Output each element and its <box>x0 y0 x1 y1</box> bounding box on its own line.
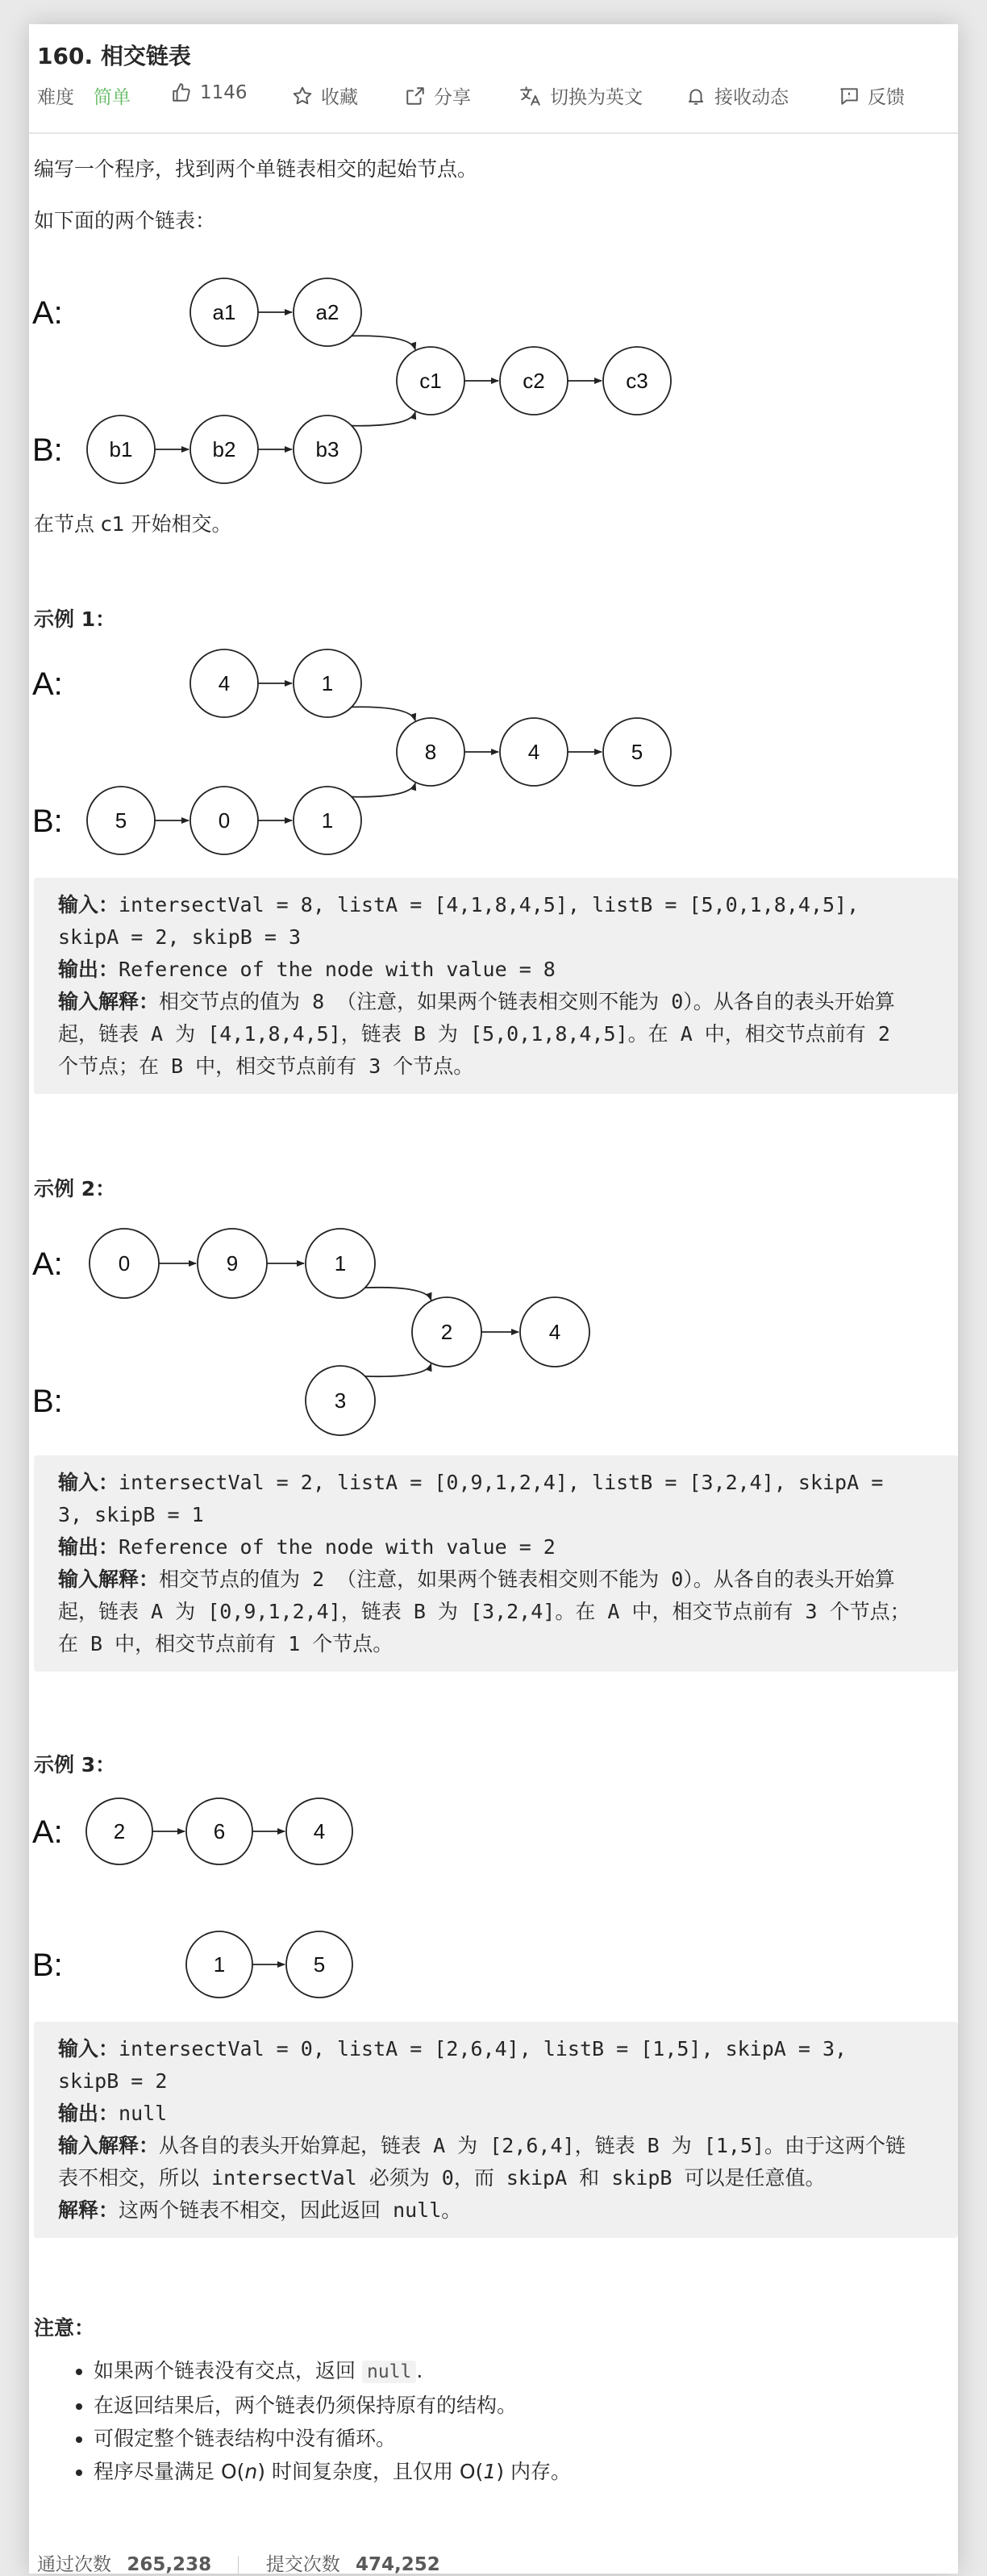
list-a-node-label: 4 <box>313 1819 326 1843</box>
list-b-label: B: <box>32 1384 63 1419</box>
favorite-button[interactable] <box>292 82 358 109</box>
difficulty <box>37 82 131 109</box>
bell-icon <box>685 86 706 106</box>
link-arrow <box>365 1288 431 1301</box>
common-node-label: 2 <box>440 1320 453 1344</box>
switch-language-button[interactable] <box>519 82 643 109</box>
input-value-cont: skipB = 2 <box>58 2069 168 2093</box>
input-label: 输入： <box>58 1471 119 1494</box>
common-node-label: 5 <box>631 740 643 764</box>
share-icon <box>405 86 426 106</box>
translate-icon <box>519 86 542 106</box>
switch-language-label: 切换为英文 <box>550 87 643 108</box>
subscribe-button[interactable] <box>685 82 789 109</box>
like-button[interactable] <box>171 82 248 103</box>
input-label: 输入： <box>58 2037 119 2060</box>
description-after: 在节点 c1 开始相交。 <box>34 512 232 536</box>
list-a-node-label: a2 <box>315 300 339 324</box>
list-a-node-label: 0 <box>118 1251 131 1275</box>
explain-text: 相交节点的值为 2 （注意，如果两个链表相交则不能为 0）。从各自的表头开始算 <box>159 1568 895 1591</box>
list-b-node-label: 5 <box>115 808 127 833</box>
list-a-node-label: 9 <box>226 1251 239 1275</box>
example-1-heading: 示例 1： <box>34 607 116 631</box>
feedback-icon <box>839 86 860 106</box>
difficulty-badge: 简单 <box>94 87 131 108</box>
intersection-diagram-main <box>29 247 723 497</box>
list-a-node-label: 1 <box>321 671 334 695</box>
intersection-diagram-example-3 <box>29 1775 723 2017</box>
example-2-heading: 示例 2： <box>34 1177 116 1200</box>
input-value: intersectVal = 2, listA = [0,9,1,2,4], listB = [3,2,4], skipA = <box>119 1471 884 1494</box>
explain-text: 相交节点的值为 8 （注意，如果两个链表相交则不能为 0）。从各自的表头开始算 <box>159 990 895 1013</box>
list-b-node-label: 0 <box>218 808 231 833</box>
list-b-label: B: <box>32 804 63 839</box>
explain-text: 从各自的表头开始算起，链表 A 为 [2,6,4]，链表 B 为 [1,5]。由于这两个链 <box>159 2134 906 2157</box>
list-b-node-label: 5 <box>313 1952 326 1977</box>
link-arrow <box>352 336 415 349</box>
output-value: null <box>119 2102 168 2125</box>
input-value: intersectVal = 8, listA = [4,1,8,4,5], listB = [5,0,1,8,4,5], <box>119 893 860 916</box>
difficulty-label: 难度 <box>37 87 74 108</box>
like-count: 1146 <box>200 82 248 103</box>
notes-heading: 注意： <box>34 2316 95 2340</box>
output-label: 输出： <box>58 2102 119 2125</box>
explain-text-cont: 起，链表 A 为 [4,1,8,4,5]，链表 B 为 [5,0,1,8,4,5]。在 A 中，相交节点前有 2 <box>58 1022 890 1046</box>
example-3-block <box>34 2022 958 2238</box>
explain-label: 输入解释： <box>58 990 160 1013</box>
list-a-node-label: 2 <box>113 1819 126 1843</box>
list-a-node-label: a1 <box>212 300 236 324</box>
explain-text-cont: 起，链表 A 为 [0,9,1,2,4]，链表 B 为 [3,2,4]。在 A 中，相交节点前有 3 个节点； <box>58 1600 910 1623</box>
list-a-label: A: <box>32 1246 63 1282</box>
extra-explain-text: 这两个链表不相交，因此返回 null。 <box>119 2198 462 2222</box>
explain-text-cont: 在 B 中，相交节点前有 1 个节点。 <box>58 1632 394 1655</box>
common-node-label: c2 <box>523 369 545 393</box>
list-a-label: A: <box>32 666 63 702</box>
list-b-node-label: 3 <box>334 1388 347 1413</box>
list-b-node-label: 1 <box>213 1952 226 1977</box>
description-intro: 编写一个程序，找到两个单链表相交的起始节点。 <box>34 157 478 181</box>
list-b-label: B: <box>32 1948 63 1983</box>
submitted-label: 提交次数 <box>265 2554 340 2575</box>
list-item: • 在返回结果后，两个链表仍须保持原有的结构。 <box>94 2389 571 2422</box>
list-item: • 可假定整个链表结构中没有循环。 <box>94 2422 571 2455</box>
feedback-label: 反馈 <box>868 87 905 108</box>
example-3-heading: 示例 3： <box>34 1753 116 1776</box>
share-button[interactable] <box>405 82 471 109</box>
list-a-label: A: <box>32 295 63 331</box>
common-node-label: c3 <box>626 369 648 393</box>
intersection-diagram-example-1 <box>29 626 723 876</box>
thumbs-up-icon <box>171 82 192 103</box>
accepted-count: 265,238 <box>127 2554 212 2575</box>
list-a-node-label: 1 <box>334 1251 347 1275</box>
inline-code: null <box>362 2361 416 2383</box>
input-value-cont: skipA = 2, skipB = 3 <box>58 925 302 949</box>
explain-label: 输入解释： <box>58 1568 160 1591</box>
common-node-label: c1 <box>419 369 442 393</box>
explain-text-cont: 表不相交，所以 intersectVal 必须为 0，而 skipA 和 skipB 可以是任意值。 <box>58 2166 826 2190</box>
submission-stats <box>37 2549 440 2576</box>
input-value: intersectVal = 0, listA = [2,6,4], listB = [1,5], skipA = 3, <box>119 2037 847 2060</box>
example-2-block <box>34 1455 958 1672</box>
notes-list <box>61 2354 571 2488</box>
extra-explain-label: 解释： <box>58 2198 119 2222</box>
link-arrow <box>352 707 415 720</box>
problem-page <box>29 24 958 2574</box>
output-label: 输出： <box>58 958 119 981</box>
link-arrow <box>352 783 415 797</box>
common-node-label: 8 <box>424 740 437 764</box>
list-item: • 程序尽量满足 O(n) 时间复杂度，且仅用 O(1) 内存。 <box>94 2455 571 2488</box>
star-icon <box>292 86 313 106</box>
explain-text-cont: 个节点；在 B 中，相交节点前有 3 个节点。 <box>58 1054 474 1078</box>
problem-toolbar <box>37 82 948 115</box>
explain-label: 输入解释： <box>58 2134 160 2157</box>
output-label: 输出： <box>58 1535 119 1559</box>
list-a-node-label: 4 <box>218 671 231 695</box>
description-lead: 如下面的两个链表： <box>34 209 216 232</box>
feedback-button[interactable] <box>839 82 905 109</box>
list-item: • 如果两个链表没有交点，返回 null . <box>94 2354 571 2389</box>
input-label: 输入： <box>58 893 119 916</box>
stats-separator <box>238 2556 239 2575</box>
link-arrow <box>365 1364 431 1377</box>
list-b-node-label: b2 <box>212 437 236 461</box>
list-b-node-label: 1 <box>321 808 334 833</box>
submitted-count: 474,252 <box>356 2554 440 2575</box>
list-b-node-label: b3 <box>315 437 339 461</box>
list-b-node-label: b1 <box>109 437 133 461</box>
list-a-label: A: <box>32 1814 63 1850</box>
input-value-cont: 3, skipB = 1 <box>58 1503 204 1526</box>
share-label: 分享 <box>434 87 471 108</box>
list-b-label: B: <box>32 432 63 468</box>
accepted-label: 通过次数 <box>37 2554 111 2575</box>
intersection-diagram-example-2 <box>29 1199 723 1449</box>
list-a-node-label: 6 <box>213 1819 226 1843</box>
favorite-label: 收藏 <box>321 87 358 108</box>
page-title: 160. 相交链表 <box>37 43 191 69</box>
example-1-block <box>34 878 958 1094</box>
header-divider <box>29 132 958 134</box>
output-value: Reference of the node with value = 2 <box>119 1535 556 1559</box>
output-value: Reference of the node with value = 8 <box>119 958 556 981</box>
common-node-label: 4 <box>548 1320 561 1344</box>
common-node-label: 4 <box>527 740 540 764</box>
link-arrow <box>352 412 415 426</box>
subscribe-label: 接收动态 <box>714 87 789 108</box>
